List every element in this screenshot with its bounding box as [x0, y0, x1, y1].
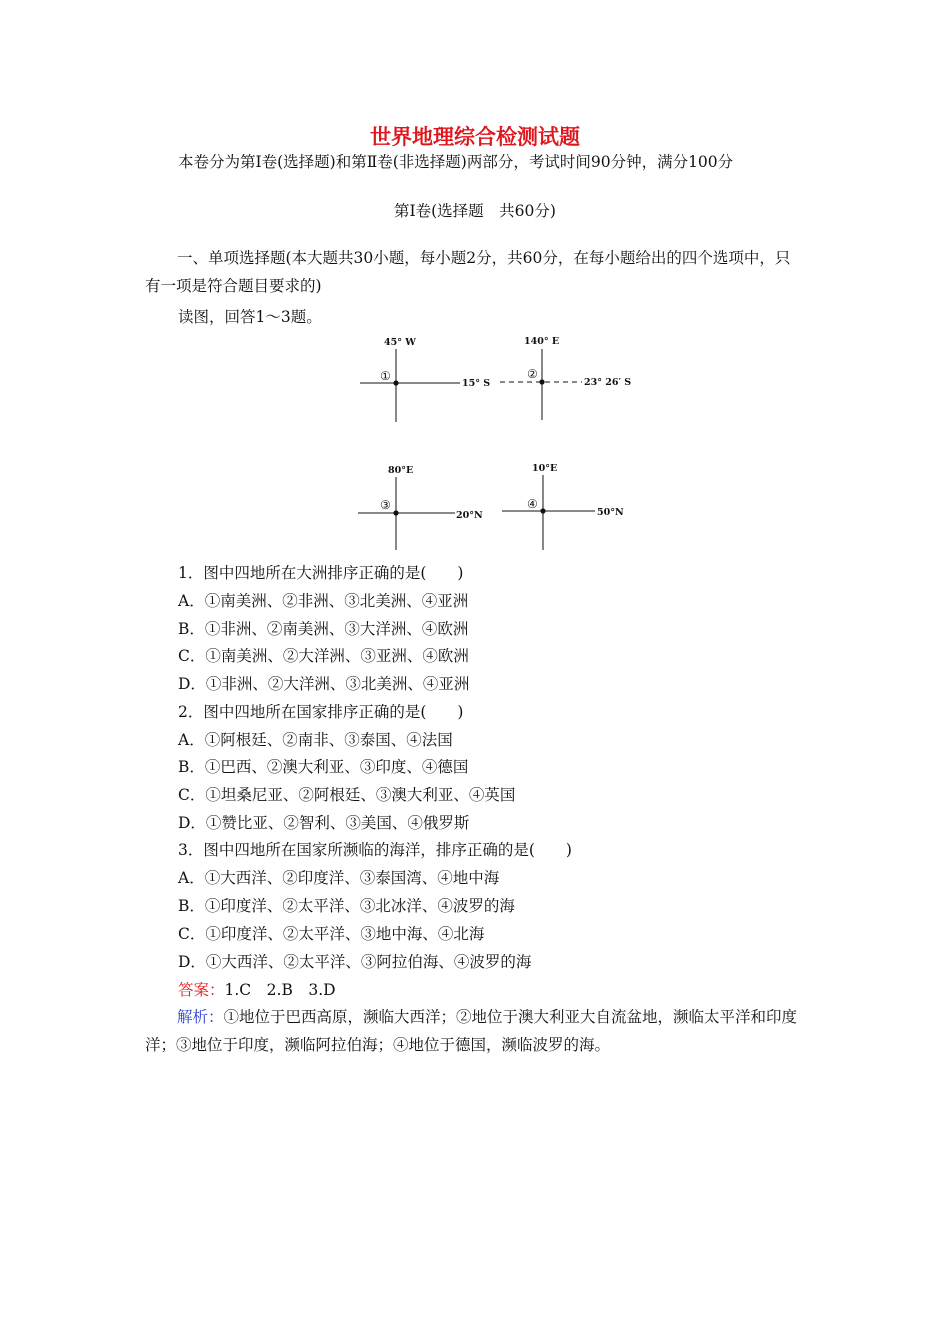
instructions: 一、单项选择题(本大题共30小题，每小题2分，共60分，在每小题给出的四个选项中，只有一项是符合题目要求的) [145, 249, 791, 295]
exam-info: 本卷分为第Ⅰ卷(选择题)和第Ⅱ卷(非选择题)两部分，考试时间90分钟，满分100分 [178, 153, 734, 171]
section-title: 第Ⅰ卷(选择题 共60分) [394, 202, 556, 220]
meridian-label-2: 140° E [524, 336, 560, 347]
answer-text: 1.C 2.B 3.D [224, 981, 336, 999]
answer-label: 答案： [178, 981, 225, 999]
parallel-label-4: 50°N [597, 507, 624, 518]
panel-1 [360, 337, 490, 422]
read-prompt: 读图，回答1～3题。 [178, 308, 322, 326]
question-2-option-a: A．①阿根廷、②南非、③泰国、④法国 [178, 731, 453, 749]
marker-4: ④ [527, 497, 538, 511]
question-3-stem: 3．图中四地所在国家所濒临的海洋，排序正确的是( ) [178, 841, 572, 859]
meridian-label-3: 80°E [388, 465, 414, 476]
analysis-label: 解析： [177, 1008, 224, 1026]
question-3-option-b: B．①印度洋、②太平洋、③北冰洋、④波罗的海 [178, 897, 515, 915]
question-1-option-c: C．①南美洲、②大洋洲、③亚洲、④欧洲 [178, 647, 469, 665]
coordinate-grid-diagram [350, 332, 640, 554]
question-3-option-d: D．①大西洋、②太平洋、③阿拉伯海、④波罗的海 [178, 953, 532, 971]
meridian-label-1: 45° W [384, 337, 416, 348]
question-2-option-b: B．①巴西、②澳大利亚、③印度、④德国 [178, 758, 469, 776]
question-3-option-a: A．①大西洋、②印度洋、③泰国湾、④地中海 [178, 869, 500, 887]
marker-2: ② [527, 367, 538, 381]
question-3-option-c: C．①印度洋、②太平洋、③地中海、④北海 [178, 925, 485, 943]
marker-3: ③ [380, 498, 391, 512]
analysis-paragraph [145, 1003, 805, 1059]
question-1-stem: 1．图中四地所在大洲排序正确的是( ) [178, 564, 464, 582]
question-2-stem: 2．图中四地所在国家排序正确的是( ) [178, 703, 464, 721]
parallel-label-1: 15° S [462, 378, 491, 389]
question-2-option-d: D．①赞比亚、②智利、③美国、④俄罗斯 [178, 814, 470, 832]
panel-4 [502, 463, 624, 550]
question-1-option-d: D．①非洲、②大洋洲、③北美洲、④亚洲 [178, 675, 470, 693]
parallel-label-2: 23° 26′ S [584, 377, 632, 388]
analysis-text: ①地位于巴西高原，濒临大西洋；②地位于澳大利亚大自流盆地，濒临太平洋和印度洋；③地位于印度，濒临阿拉伯海；④地位于德国，濒临波罗的海。 [145, 1008, 798, 1054]
page-title: 世界地理综合检测试题 [370, 125, 580, 149]
parallel-label-3: 20°N [456, 510, 483, 521]
panel-3 [358, 465, 483, 550]
question-1-option-a: A．①南美洲、②非洲、③北美洲、④亚洲 [178, 592, 469, 610]
question-1-option-b: B．①非洲、②南美洲、③大洋洲、④欧洲 [178, 620, 469, 638]
marker-1: ① [380, 369, 391, 383]
question-2-option-c: C．①坦桑尼亚、②阿根廷、③澳大利亚、④英国 [178, 786, 516, 804]
coordinate-figure [350, 332, 640, 554]
answer-line [178, 978, 336, 1000]
panel-2 [500, 336, 631, 420]
meridian-label-4: 10°E [532, 463, 558, 474]
